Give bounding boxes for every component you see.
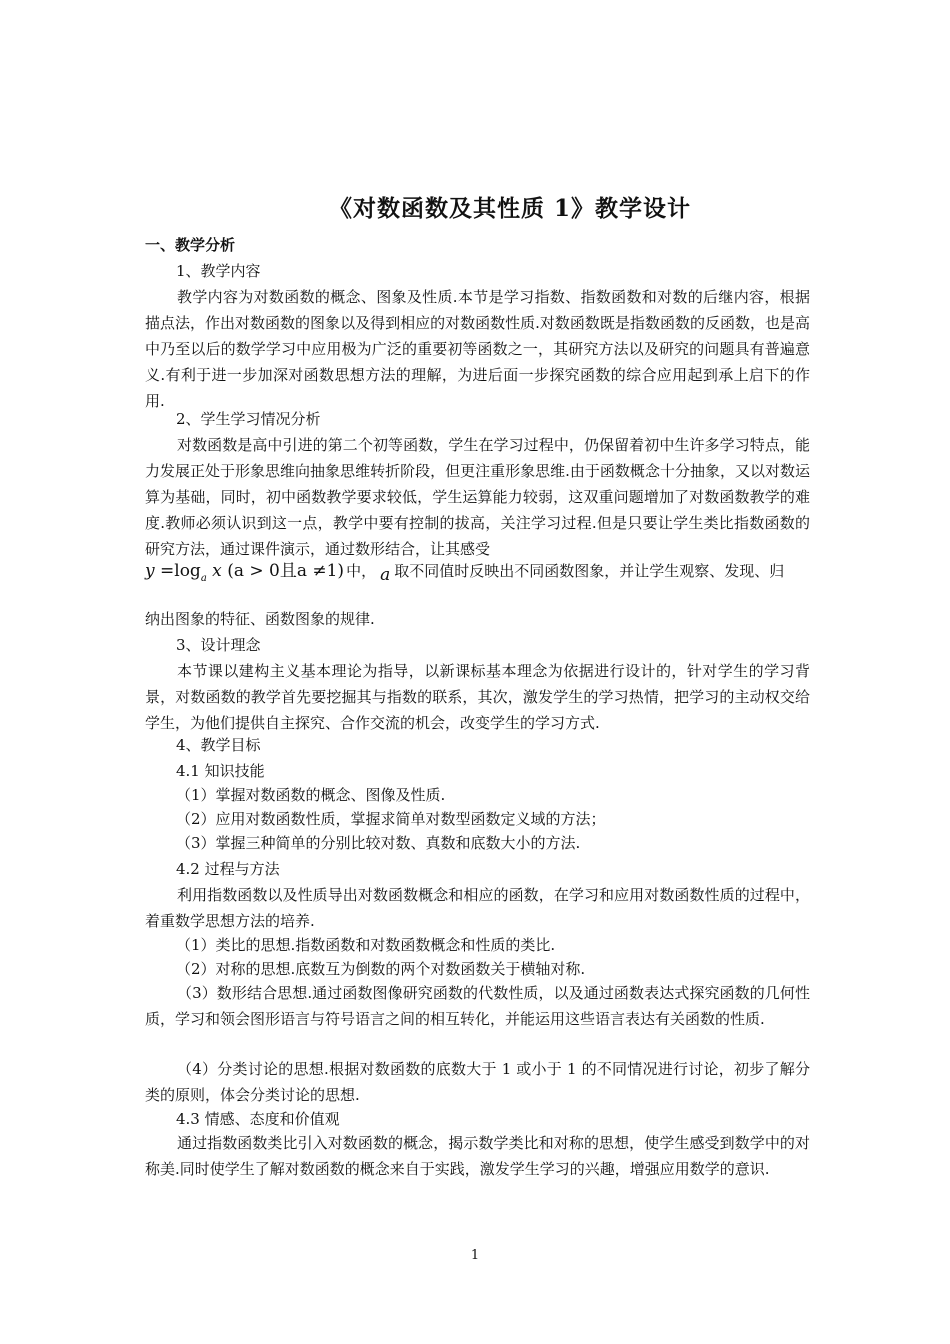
paragraph-student-analysis: 对数函数是高中引进的第二个初等函数，学生在学习过程中，仍保留着初中生许多学习特点，能力发展正处于形象思维向抽象思维转折阶段，但更注重形象思维.由于函数概念十分抽象，又以对数运算为基础，同时，初中函数教学要求较低，学生运算能力较弱，这双重问题增加了对数函数教学的难度.教师必须认识到这一点，教学中要有控制的拔高，关注学习过程.但是只要让学生类比指数函数的研究方法，通过课件演示，通过数形结合，让其感受 (145, 436, 810, 558)
heading-knowledge-skills: 4.1 知识技能 (176, 762, 265, 780)
paragraph-number-shape: （3）数形结合思想.通过函数图像研究函数的代数性质，以及通过函数表达式探究函数的几何性质，学习和领会图形语言与符号语言之间的相互转化，并能运用这些语言表达有关函数的性质. (145, 984, 810, 1028)
variable-a: a (380, 565, 391, 585)
page-number: 1 (470, 1248, 480, 1263)
heading-emotion-values: 4.3 情感、态度和价值观 (176, 1110, 340, 1128)
subsection-heading-design-concept: 3、设计理念 (176, 636, 261, 654)
paragraph-classification: （4）分类讨论的思想.根据对数函数的底数大于 1 或小于 1 的不同情况进行讨论，初步了解分类的原则，体会分类讨论的思想. (145, 1060, 810, 1104)
list-item: （2）应用对数函数性质，掌握求简单对数型函数定义域的方法； (176, 810, 606, 828)
paragraph-process-method: 利用指数函数以及性质导出对数函数概念和相应的函数，在学习和应用对数函数性质的过程中，着重数学思想方法的培养. (145, 886, 810, 930)
formula-line (145, 556, 810, 592)
heading-process-method: 4.2 过程与方法 (176, 860, 280, 878)
log-function-formula: $y =\log_a$ x (a > 0且a ≠1) (145, 561, 345, 584)
formula-line-text: 取不同值时反映出不同函数图象，并让学生观察、发现、归 (394, 562, 785, 580)
list-item: （2）对称的思想.底数互为倒数的两个对数函数关于横轴对称. (176, 960, 586, 978)
document-title: 《对数函数及其性质 1》教学设计 (328, 195, 691, 222)
formula-connector: 中， (346, 562, 377, 580)
list-item: （3）掌握三种简单的分别比较对数、真数和底数大小的方法. (176, 834, 581, 852)
subsection-heading-goals: 4、教学目标 (176, 736, 261, 754)
paragraph-teaching-content: 教学内容为对数函数的概念、图象及性质.本节是学习指数、指数函数和对数的后继内容，根据描点法，作出对数函数的图象以及得到相应的对数函数性质.对数函数既是指数函数的反函数，也是高中乃至以后的数学学习中应用极为广泛的重要初等函数之一，其研究方法以及研究的问题具有普遍意义.有利于进一步加深对函数思想方法的理解，为进后面一步探究函数的综合应用起到承上启下的作用. (145, 288, 810, 410)
paragraph-design-concept: 本节课以建构主义基本理论为指导，以新课标基本理念为依据进行设计的，针对学生的学习背景，对数函数的教学首先要挖掘其与指数的联系，其次，激发学生的学习热情，把学习的主动权交给学生，为他们提供自主探究、合作交流的机会，改变学生的学习方式. (145, 662, 810, 732)
paragraph-student-analysis-end: 纳出图象的特征、函数图象的规律. (145, 610, 375, 628)
subsection-heading-student-analysis: 2、学生学习情况分析 (176, 410, 321, 428)
section-heading-analysis: 一、教学分析 (145, 236, 236, 254)
list-item: （1）类比的思想.指数函数和对数函数概念和性质的类比. (176, 936, 556, 954)
paragraph-emotion-values: 通过指数函数类比引入对数函数的概念，揭示数学类比和对称的思想，使学生感受到数学中的对称美.同时使学生了解对数函数的概念来自于实践，激发学生学习的兴趣，增强应用数学的意识. (145, 1134, 810, 1178)
list-item: （1）掌握对数函数的概念、图像及性质. (176, 786, 446, 804)
subsection-heading-content: 1、教学内容 (176, 262, 261, 280)
